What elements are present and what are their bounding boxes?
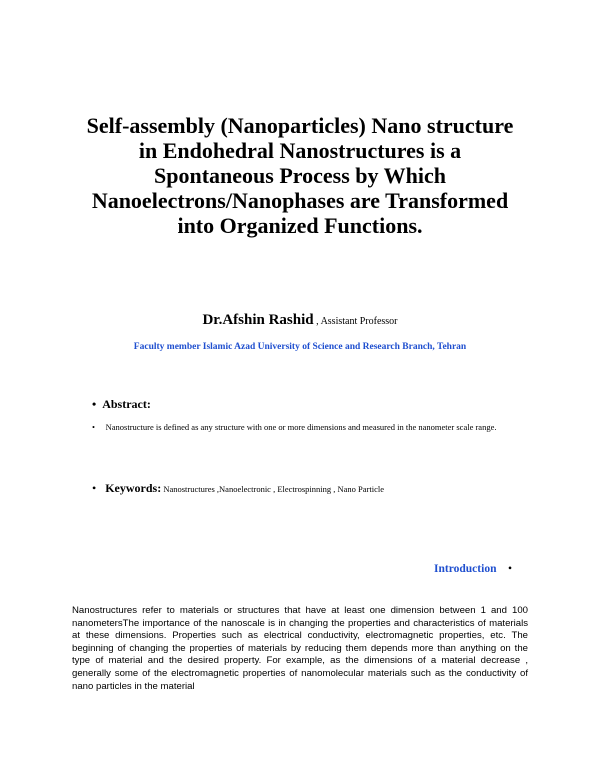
introduction-paragraph: Nanostructures refer to materials or structures that have at least one dimension between 1 and 100 nanometersThe importance of the nanoscale is in changing the properties and characteristics of materials at these dimensions. Properties such as electrical conductivity, electromagnetic properties, etc. The beginning of changing the properties of materials by reducing them depends more than anything on the type of material and the desired property. For example, as the dimensions of a material decrease , generally some of the electromagnetic properties of nanomolecular materials such as the conductivity of nano particles in the material [72,605,528,692]
author-name: Dr.Afshin Rashid [202,312,314,328]
bullet-icon: • [92,422,95,432]
keywords-label: Keywords: [105,481,162,495]
abstract-body [92,422,522,433]
author-line [0,311,600,329]
abstract-heading-row [92,397,151,412]
keywords-text: Nanostructures ,Nanoelectronic , Electrospinning , Nano Particle [161,484,385,494]
keywords-row [92,481,384,496]
abstract-heading: Abstract: [102,397,151,411]
author-affiliation: Faculty member Islamic Azad University of Science and Research Branch, Tehran [133,342,467,352]
paper-title [40,113,560,238]
abstract-text: Nanostructure is defined as any structure with one or more dimensions and measured in the nanometer scale range. [105,422,497,432]
bullet-icon: • [92,481,97,495]
title-line: Nanoelectrons/Nanophases are Transformed [91,188,509,213]
title-line: into Organized Functions. [177,213,423,238]
title-line: Spontaneous Process by Which [154,163,446,188]
bullet-icon: • [507,563,512,575]
introduction-heading-row [434,563,512,575]
bullet-icon: • [92,397,97,411]
introduction-heading: Introduction [434,563,497,575]
title-line: in Endohedral Nanostructures is a [138,138,462,163]
author-role: , Assistant Professor [313,316,398,327]
title-line: Self-assembly (Nanoparticles) Nano structure [86,113,514,138]
